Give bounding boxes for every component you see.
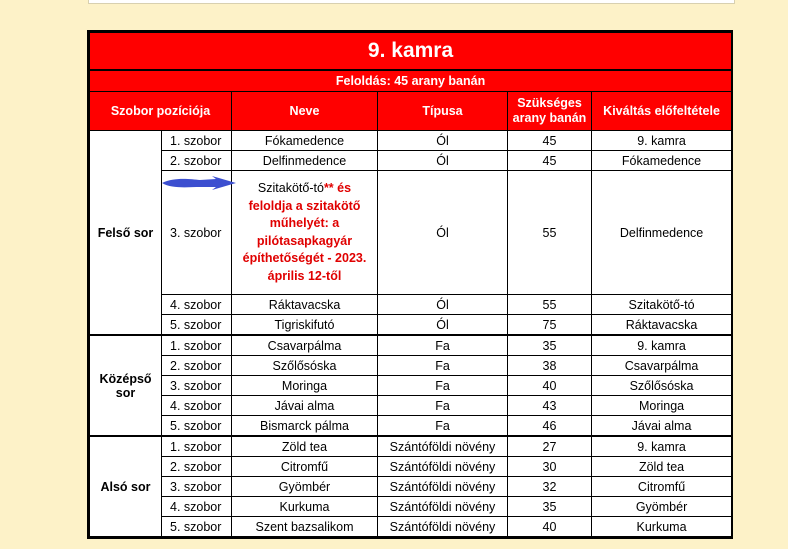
type-cell: Szántóföldi növény [378,497,508,517]
name-text: Szitakötő-tó [257,181,324,195]
type-cell: Szántóföldi növény [378,457,508,477]
type-cell: Szántóföldi növény [378,436,508,457]
blue-arrow-annotation-icon [160,175,242,191]
position-cell: 5. szobor [162,416,232,437]
position-cell: 4. szobor [162,497,232,517]
type-cell: Ól [378,151,508,171]
top-panel [88,0,735,4]
prereq-cell: Fókamedence [592,151,732,171]
position-cell: 5. szobor [162,517,232,537]
type-cell: Fa [378,335,508,356]
cost-cell: 45 [508,131,592,151]
position-cell: 1. szobor [162,335,232,356]
cost-cell: 55 [508,295,592,315]
position-cell: 2. szobor [162,457,232,477]
prereq-cell: 9. kamra [592,436,732,457]
prereq-cell: Csavarpálma [592,356,732,376]
cost-cell: 75 [508,315,592,336]
name-cell: Gyömbér [232,477,378,497]
cost-cell: 35 [508,497,592,517]
prereq-cell: 9. kamra [592,131,732,151]
position-cell: 1. szobor [162,436,232,457]
type-cell: Fa [378,356,508,376]
group-label-upper: Felső sor [90,131,162,336]
cost-cell: 27 [508,436,592,457]
prereq-cell: Moringa [592,396,732,416]
statue-table-sheet [87,30,733,539]
position-cell: 3. szobor [162,171,232,295]
position-cell: 2. szobor [162,151,232,171]
position-cell: 2. szobor [162,356,232,376]
type-cell: Ól [378,315,508,336]
prereq-cell: Szitakötő-tó [592,295,732,315]
header-name: Neve [232,92,378,131]
type-cell: Szántóföldi növény [378,477,508,497]
prereq-cell: Ráktavacska [592,315,732,336]
position-cell: 3. szobor [162,477,232,497]
group-label-lower: Alsó sor [90,436,162,537]
prereq-cell: Zöld tea [592,457,732,477]
position-cell: 4. szobor [162,396,232,416]
type-cell: Szántóföldi növény [378,517,508,537]
name-cell: Szent bazsalikom [232,517,378,537]
statue-table [89,32,732,537]
name-cell: Zöld tea [232,436,378,457]
name-cell: Moringa [232,376,378,396]
name-cell: Fókamedence [232,131,378,151]
prereq-cell: 9. kamra [592,335,732,356]
name-cell: Jávai alma [232,396,378,416]
position-cell: 5. szobor [162,315,232,336]
name-cell: Csavarpálma [232,335,378,356]
name-stars: ** [323,181,334,195]
name-cell: Ráktavacska [232,295,378,315]
prereq-cell: Szőlősóska [592,376,732,396]
header-prereq: Kiváltás előfeltétele [592,92,732,131]
unlock-cost: Feloldás: 45 arany banán [90,70,732,92]
header-cost: Szükséges arany banán [508,92,592,131]
name-cell-with-note [232,171,378,295]
type-cell: Fa [378,376,508,396]
name-cell: Szőlősóska [232,356,378,376]
cost-cell: 38 [508,356,592,376]
cost-cell: 46 [508,416,592,437]
type-cell: Ól [378,131,508,151]
type-cell: Fa [378,416,508,437]
prereq-cell: Gyömbér [592,497,732,517]
name-cell: Citromfű [232,457,378,477]
cost-cell: 40 [508,517,592,537]
cost-cell: 35 [508,335,592,356]
cost-cell: 40 [508,376,592,396]
name-cell: Delfinmedence [232,151,378,171]
header-type: Típusa [378,92,508,131]
name-note: és feloldja a szitakötő műhelyét: a pilótasapkagyár építhetőségét - 2023. április 12-től [242,181,367,283]
cost-cell: 45 [508,151,592,171]
position-cell: 3. szobor [162,376,232,396]
position-cell: 4. szobor [162,295,232,315]
prereq-cell: Jávai alma [592,416,732,437]
cost-cell: 32 [508,477,592,497]
name-cell: Tigriskifutó [232,315,378,336]
name-cell: Bismarck pálma [232,416,378,437]
prereq-cell: Citromfű [592,477,732,497]
type-cell: Ól [378,171,508,295]
header-position: Szobor pozíciója [90,92,232,131]
cost-cell: 55 [508,171,592,295]
type-cell: Fa [378,396,508,416]
type-cell: Ól [378,295,508,315]
prereq-cell: Delfinmedence [592,171,732,295]
position-cell: 1. szobor [162,131,232,151]
cost-cell: 43 [508,396,592,416]
group-label-middle: Középső sor [90,335,162,436]
prereq-cell: Kurkuma [592,517,732,537]
chamber-title: 9. kamra [90,33,732,71]
name-cell: Kurkuma [232,497,378,517]
cost-cell: 30 [508,457,592,477]
